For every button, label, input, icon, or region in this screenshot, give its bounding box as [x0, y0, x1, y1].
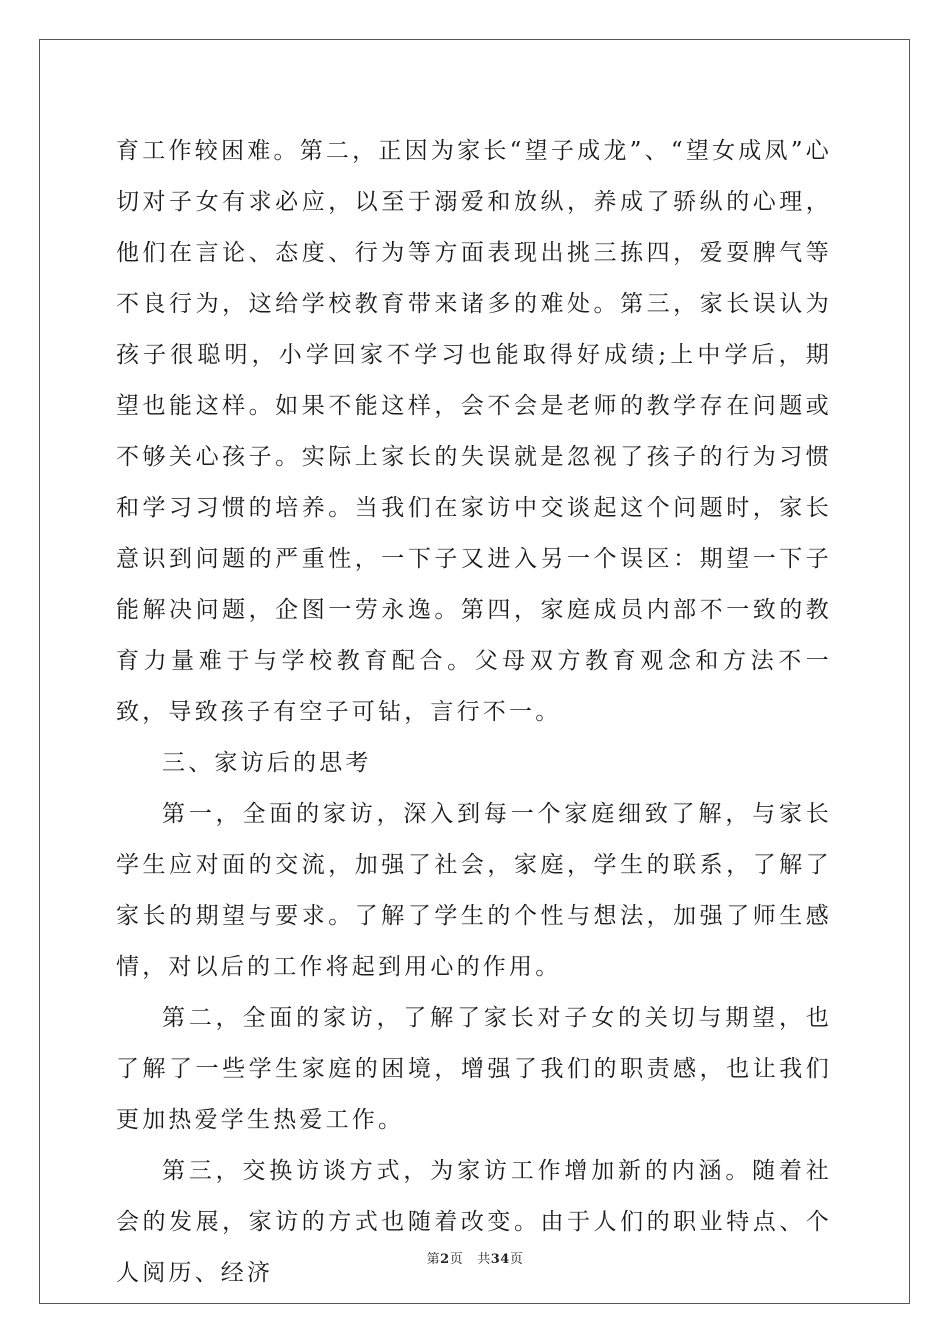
- document-body: [116, 126, 832, 1299]
- page-prefix: 第: [426, 1252, 441, 1267]
- paragraph-4: 第三，交换访谈方式，为家访工作增加新的内涵。随着社会的发展，家访的方式也随着改变。由于人们的职业特点、个人阅历、经济: [116, 1158, 832, 1286]
- total-suffix: 页: [509, 1252, 524, 1267]
- paragraph-1: 育工作较困难。第二，正因为家长“望子成龙”、“望女成凤”心切对子女有求必应，以至于溺爱和放纵，养成了骄纵的心理，他们在言论、态度、行为等方面表现出挑三拣四，爱耍脾气等不良行为，这给学校教育带来诸多的难处。第三，家长误认为孩子很聪明，小学回家不学习也能取得好成绩;上中学后，期望也能这样。如果不能这样，会不会是老师的教学存在问题或不够关心孩子。实际上家长的失误就是忽视了孩子的行为习惯和学习习惯的培养。当我们在家访中交谈起这个问题时，家长意识到问题的严重性，一下子又进入另一个误区：期望一下子能解决问题，企图一劳永逸。第四，家庭成员内部不一致的教育力量难于与学校教育配合。父母双方教育观念和方法不一致，导致孩子有空子可钻，言行不一。: [116, 138, 832, 725]
- page-number: 2: [440, 1252, 450, 1267]
- page-suffix: 页: [449, 1252, 464, 1267]
- total-prefix: 共: [477, 1252, 491, 1267]
- paragraph-2: 第一，全面的家访，深入到每一个家庭细致了解，与家长学生应对面的交流，加强了社会，家庭，学生的联系，了解了家长的期望与要求。了解了学生的个性与想法，加强了师生感情，对以后的工作将起到用心的作用。: [116, 801, 832, 980]
- paragraph-3: 第二，全面的家访，了解了家长对子女的关切与期望，也了解了一些学生家庭的困境，增强了我们的职责感，也让我们更加热爱学生热爱工作。: [116, 1005, 832, 1133]
- page-footer: [0, 1248, 950, 1267]
- total-pages: 34: [490, 1252, 510, 1267]
- section-heading: 三、家访后的思考: [162, 750, 372, 776]
